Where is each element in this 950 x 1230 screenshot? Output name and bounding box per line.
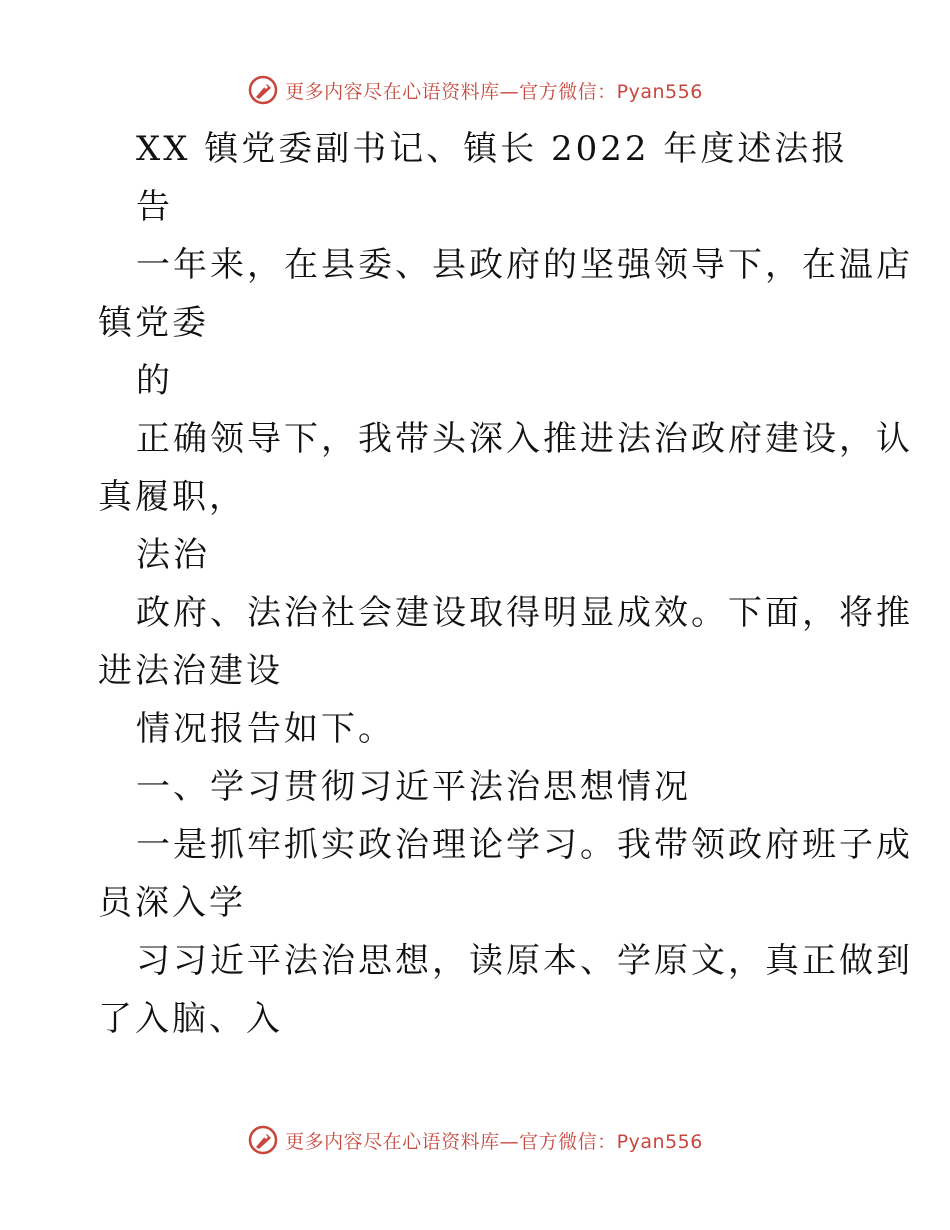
body-line: 一是抓牢抓实政治理论学习。我带领政府班子成 xyxy=(136,825,913,865)
body-line: 政府、法治社会建设取得明显成效。下面，将推 xyxy=(136,593,913,633)
body-line: 镇党委 xyxy=(98,303,209,343)
body-line: 的 xyxy=(136,361,173,401)
document-body xyxy=(98,120,913,1048)
body-line: 了入脑、入 xyxy=(98,999,283,1039)
title-line-1: XX 镇党委副书记、镇长 2022 年度述法报 xyxy=(136,129,849,169)
body-line: 一年来，在县委、县政府的坚强领导下，在温店 xyxy=(136,245,913,285)
section-heading: 一、学习贯彻习近平法治思想情况 xyxy=(136,767,691,807)
body-line: 真履职， xyxy=(98,477,246,517)
watermark-text: 更多内容尽在心语资料库—官方微信：Pyan556 xyxy=(285,80,703,103)
body-line: 进法治建设 xyxy=(98,651,283,691)
body-line: 法治 xyxy=(136,535,210,575)
pen-nib-icon xyxy=(247,74,279,106)
body-line: 正确领导下，我带头深入推进法治政府建设，认 xyxy=(136,419,913,459)
body-line: 员深入学 xyxy=(98,883,246,923)
body-line: 习习近平法治思想，读原本、学原文，真正做到 xyxy=(136,941,913,981)
pen-nib-icon xyxy=(247,1124,279,1156)
body-line: 情况报告如下。 xyxy=(136,709,395,749)
watermark-text: 更多内容尽在心语资料库—官方微信：Pyan556 xyxy=(285,1130,703,1153)
watermark-footer xyxy=(0,1120,950,1160)
title-line-2: 告 xyxy=(136,187,173,227)
watermark-header xyxy=(0,70,950,110)
